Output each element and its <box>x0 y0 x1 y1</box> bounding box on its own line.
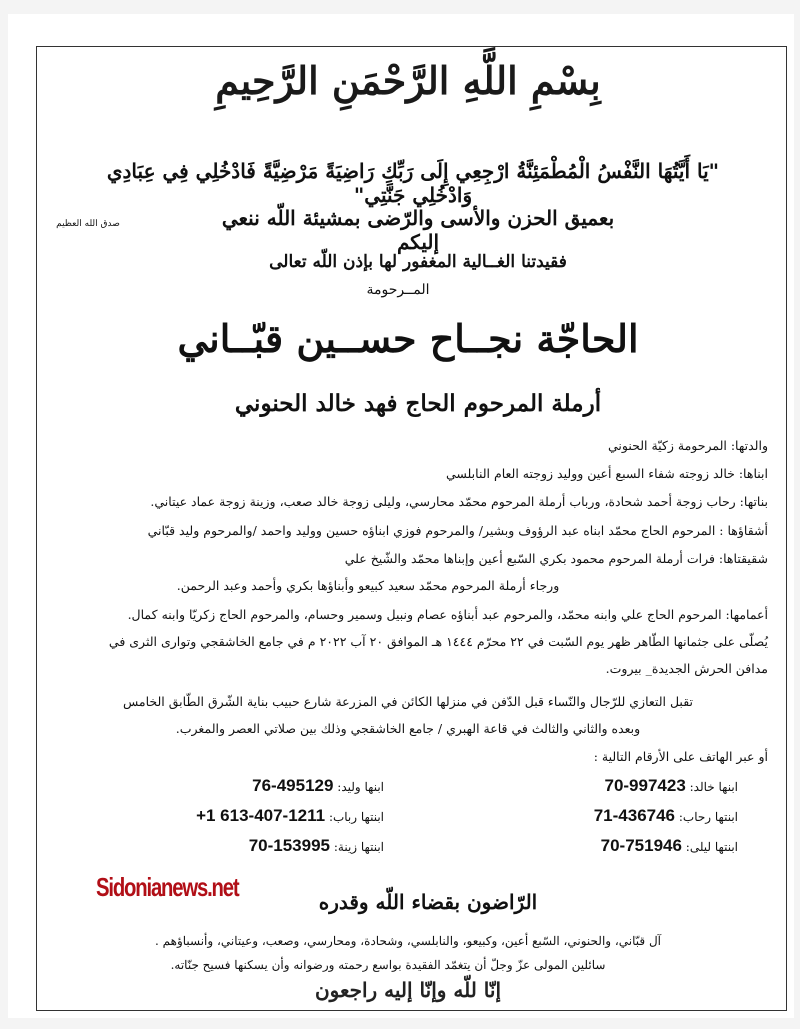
phone-entry <box>249 836 384 856</box>
phone-number: 70-997423 <box>604 776 686 795</box>
site-watermark: Sidonianews.net <box>96 872 239 902</box>
detail-prayer-time: يُصلّى على جثمانها الطّاهر ظهر يوم السّبت في ٢٢ محرّم ١٤٤٤ هـ الموافق ٢٠ آب ٢٠٢٢ م في جامع الخاشقجي وتوارى الثرى في <box>108 634 768 649</box>
detail-burial: مدافن الحرش الجديدة_ بيروت. <box>605 661 768 676</box>
phone-number: 70-751946 <box>600 836 682 855</box>
phone-label: ابنتها رباب: <box>328 810 384 824</box>
deceased-label: المــرحومة <box>366 282 430 298</box>
phone-label: ابنتها رحاب: <box>678 810 738 824</box>
announcement-sheet <box>8 14 794 1018</box>
detail-condolences: تقبل التعازي للرّجال والنّساء قبل الدّفن في منزلها الكائن في المزرعة شارع حبيب بناية الشّرق الطّابق الخامس <box>122 694 693 709</box>
detail-condolences-cont: وبعده والثاني والثالث في قاعة الهبري / جامع الخاشقجي وذلك بين صلاتي العصر والمغرب. <box>175 721 641 736</box>
detail-sisters-cont: ورجاء أرملة المرحوم محمّد سعيد كبيعو وأبناؤها بكري وأحمد وعبد الرحمن. <box>176 578 560 593</box>
phone-entry <box>594 806 738 826</box>
widow-of-line: أرملة المرحوم الحاج فهد خالد الحنوني <box>234 390 602 417</box>
phone-label: ابنها خالد: <box>689 780 738 794</box>
phone-number: 71-436746 <box>593 806 676 825</box>
quran-verse: "يَا أَيَّتُهَا النَّفْسُ الْمُطْمَئِنَّةُ ارْجِعِي إِلَى رَبِّكِ رَاضِيَةً مَرْضِيَّةً فَادْخُلِي فِي عِبَادِي وَادْخُلِي جَنَّتِي" <box>106 159 720 207</box>
basmala-calligraphy <box>198 52 618 122</box>
loss-line: فقيدتنا الغــالية المغفور لها بإذن اللّه تعالى <box>269 252 567 272</box>
verse-source: صدق الله العظيم <box>56 219 120 229</box>
final-verse-calligraphy <box>278 974 538 1012</box>
phone-number: 76-495129 <box>252 776 334 795</box>
phone-label: ابنتها ليلى: <box>685 840 738 854</box>
phone-entry <box>604 776 738 796</box>
basmala-text: بِسْمِ اللَّهِ الرَّحْمَنِ الرَّحِيمِ <box>215 58 601 103</box>
detail-mother: والدتها: المرحومة زكيّة الحنوني <box>608 438 768 453</box>
closing-prayer: سائلين المولى عزّ وجلّ أن يتغمّد الفقيدة بواسع رحمته ورضوانه وأن يسكنها فسيح جنّاته. <box>170 958 606 972</box>
detail-sisters: شقيقتاها: فرات أرملة المرحوم محمود بكري السّبع أعين وإبناها محمّد والشّيخ علي <box>344 551 768 566</box>
deceased-name: الحاجّة نجــاح حســين قبّــاني <box>177 316 639 361</box>
phone-entry <box>601 836 738 856</box>
detail-daughters: بناتها: رحاب زوجة أحمد شحادة، ورباب أرملة المرحوم محمّد محارسي، وليلى زوجة خالد صعب، وزينة زوجة عماد عيتاني. <box>150 494 768 509</box>
intro-line: بعميق الحزن والأسى والرّضى بمشيئة اللّه ننعي إليكم <box>221 206 615 254</box>
final-verse: إنّا للّه وإنّا إليه راجعون <box>314 978 502 1002</box>
phone-label: ابنها وليد: <box>337 780 384 794</box>
detail-phone-intro: أو عبر الهاتف على الأرقام التالية : <box>593 749 768 764</box>
closing-title: الرّاضون بقضاء اللّه وقدره <box>318 890 538 914</box>
phone-number: 70-153995 <box>248 836 331 855</box>
phone-entry <box>252 776 384 796</box>
phone-label: ابنتها زينة: <box>333 840 384 854</box>
phone-entry <box>196 806 384 826</box>
families-list: آل قبّاني، والحنوني، السّبع أعين، وكبيعو، والنابلسي، وشحادة، ومحارسي، وصعب، وعيتاني، وأنسباؤهم . <box>155 934 661 948</box>
detail-brothers: أشقاؤها : المرحوم الحاج محمّد ابناه عبد الرؤوف وبشير/ والمرحوم فوزي ابناؤه حسين ووليد واحمد /والمرحوم وليد قبّاني <box>147 523 768 538</box>
detail-sons: ابناها: خالد زوجته شفاء السبع أعين ووليد زوجته العام النابلسي <box>445 466 768 481</box>
detail-uncles: أعمامها: المرحوم الحاج علي وابنه محمّد، والمرحوم عبد أبناؤه عصام ونبيل وسمير وحسام، والمرحوم الحاج زكريّا وابنه كمال. <box>127 607 768 622</box>
phone-number: +1 613-407-1211 <box>196 806 326 825</box>
